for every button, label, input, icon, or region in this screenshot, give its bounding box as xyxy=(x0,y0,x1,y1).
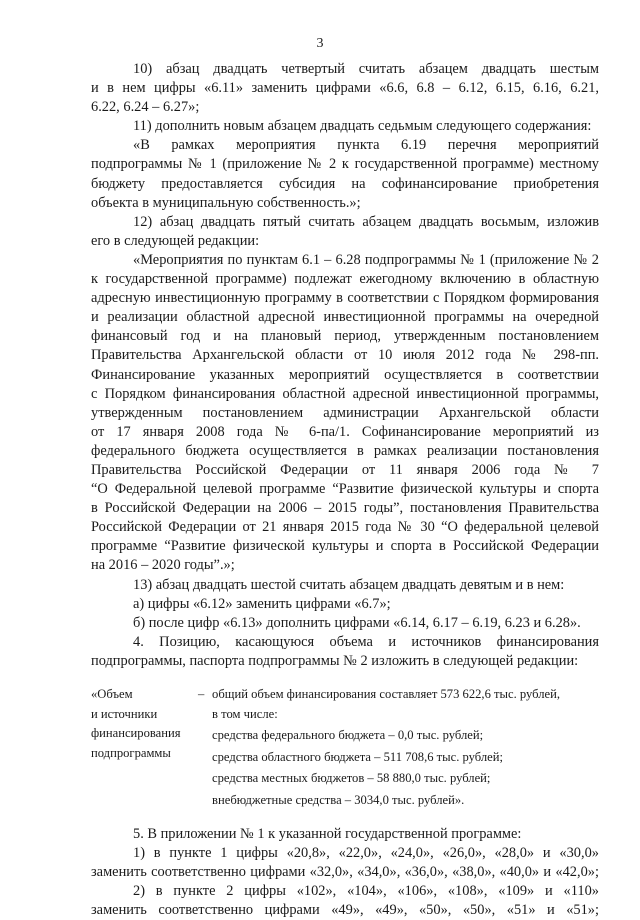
text-line: «Мероприятия по пунктам 6.1 – 6.28 подпрограммы № 1 (приложение № 2 xyxy=(133,251,599,268)
text-line: утвержденным постановлением администрации Архангельской области xyxy=(91,404,599,421)
spacer xyxy=(91,811,599,825)
text-line: Российской Федерации от 21 января 2015 года № 30 “О федеральной целевой xyxy=(91,519,599,536)
passport-label-line: финансирования xyxy=(91,726,181,741)
text-line: подпрограммы № 1 (приложение № 2 к государственной программе) местному xyxy=(91,156,599,173)
document-body xyxy=(91,60,599,920)
page-number: 3 xyxy=(316,36,324,51)
text-line: «В рамках мероприятия пункта 6.19 перечня мероприятий xyxy=(133,137,599,154)
text-line: адресную инвестиционную программу в соответствии с Порядком формирования xyxy=(91,290,599,307)
text-line: программе “Развитие физической культуры и спорта в Российской Федерации xyxy=(91,538,599,555)
text-line: “О Федеральной целевой программе “Развитие физической культуры и спорта xyxy=(91,481,599,498)
text-line: от 17 января 2008 года № 6-па/1. Софинансирование мероприятий из xyxy=(91,423,599,440)
passport-value xyxy=(212,685,599,811)
text-line: заменить соответственно цифрами «32,0», «34,0», «36,0», «38,0», «40,0» и «42,0»; xyxy=(91,863,599,880)
text-line: федерального бюджета осуществляется в рамках реализации постановления xyxy=(91,442,599,459)
text-line: 6.22, 6.24 – 6.27»; xyxy=(91,99,200,116)
text-line: а) цифры «6.12» заменить цифрами «6.7»; xyxy=(133,595,391,612)
passport-value-line: средства местных бюджетов – 58 880,0 тыс. рублей; xyxy=(212,771,491,786)
text-line: 5. В приложении № 1 к указанной государственной программе: xyxy=(133,825,522,842)
text-line: б) после цифр «6.13» дополнить цифрами «6.14, 6.17 – 6.19, 6.23 и 6.28». xyxy=(133,614,581,631)
text-line: бюджету предоставляется субсидия на софинансирование приобретения xyxy=(91,175,599,192)
text-line: заменить соответственно цифрами «49», «49», «50», «50», «51» и «51»; xyxy=(91,901,599,918)
text-line: 10) абзац двадцать четвертый считать абзацем двадцать шестым xyxy=(133,61,599,77)
passport-label xyxy=(91,685,190,811)
text-line: 1) в пункте 1 цифры «20,8», «22,0», «24,0», «26,0», «28,0» и «30,0» xyxy=(133,844,599,861)
text-line: с Порядком финансирования областной адресной инвестиционной программы, xyxy=(91,385,599,402)
text-line: 4. Позицию, касающуюся объема и источников финансирования xyxy=(133,633,599,650)
text-line: и реализации областной адресной инвестиционной программы на очередной xyxy=(91,309,599,326)
passport-value-line: средства федерального бюджета – 0,0 тыс. рублей; xyxy=(212,728,484,743)
passport-label-line: подпрограммы xyxy=(91,745,171,760)
passport-value-line: средства областного бюджета – 511 708,6 тыс. рублей; xyxy=(212,749,503,764)
text-line: 11) дополнить новым абзацем двадцать седьмым следующего содержания: xyxy=(133,118,592,135)
text-line: объекта в муниципальную собственность.»; xyxy=(91,194,361,211)
passport-value-line: в том числе: xyxy=(212,706,278,721)
passport-dash: – xyxy=(197,687,205,701)
text-line: финансовый год и на плановый период, утвержденным постановлением xyxy=(91,328,599,345)
spacer xyxy=(91,671,599,685)
text-line: 13) абзац двадцать шестой считать абзацем двадцать девятым и в нем: xyxy=(133,576,565,593)
text-line: в Российской Федерации на 2006 – 2015 годы”, постановления Правительства xyxy=(91,500,599,517)
text-line: 2) в пункте 2 цифры «102», «104», «106», «108», «109» и «110» xyxy=(133,882,599,899)
passport-table xyxy=(91,685,599,811)
passport-label-line: «Объем xyxy=(91,687,133,701)
text-line: Финансирование указанных мероприятий осуществляется в соответствии xyxy=(91,366,599,383)
text-line: Правительства Российской Федерации от 11 января 2006 года № 7 xyxy=(91,461,599,478)
text-line: Правительства Архангельской области от 10 июля 2012 года № 298-пп. xyxy=(91,347,599,364)
text-line: и в нем цифры «6.11» заменить цифрами «6.6, 6.8 – 6.12, 6.15, 6.16, 6.21, xyxy=(91,80,599,97)
text-line: 12) абзац двадцать пятый считать абзацем двадцать восьмым, изложив xyxy=(133,213,599,230)
text-line: его в следующей редакции: xyxy=(91,232,260,249)
text-line: к государственной программе) подлежат ежегодному включению в областную xyxy=(91,271,599,288)
passport-label-line: и источники xyxy=(91,706,158,721)
text-line: на 2016 – 2020 годы”.»; xyxy=(91,557,235,574)
passport-value-line: внебюджетные средства – 3034,0 тыс. рублей». xyxy=(212,792,465,807)
passport-value-line: общий объем финансирования составляет 573 622,6 тыс. рублей, xyxy=(212,687,560,701)
text-line: подпрограммы, паспорта подпрограммы № 2 изложить в следующей редакции: xyxy=(91,652,579,669)
